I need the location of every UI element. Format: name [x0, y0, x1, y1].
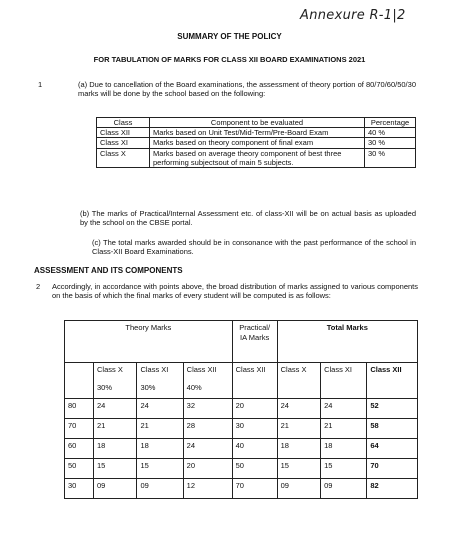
table-row: [97, 148, 416, 167]
table-cell: 15: [321, 459, 367, 479]
table-cell: 21: [94, 419, 137, 439]
table-cell: 30: [232, 419, 277, 439]
marks-distribution-table: [64, 320, 418, 499]
table-cell: 40: [232, 439, 277, 459]
table-row: [97, 138, 416, 148]
weight-class-xii: 40%: [186, 382, 202, 392]
table-cell: [137, 363, 183, 399]
weight-class-x: 30%: [97, 382, 113, 392]
table-cell: 15: [277, 459, 320, 479]
table-cell: 15: [94, 459, 137, 479]
page-title: SUMMARY OF THE POLICY: [177, 32, 282, 41]
table-cell: 50: [232, 459, 277, 479]
table-cell: 18: [277, 439, 320, 459]
marks-table-sub-header: [65, 363, 418, 399]
total-marks-header: Total Marks: [277, 321, 417, 363]
table-row: [65, 479, 418, 499]
sub-header-class-xi: Class XI: [140, 365, 169, 374]
table-cell: 21: [137, 419, 183, 439]
table-cell: 09: [94, 479, 137, 499]
table-row: [65, 459, 418, 479]
table-cell: 28: [183, 419, 232, 439]
table-cell: 18: [137, 439, 183, 459]
table-cell: Class XI: [97, 138, 150, 148]
weight-class-xi: 30%: [140, 382, 156, 392]
practical-ia-header: Practical/ IA Marks: [232, 321, 277, 363]
theory-marks-header: Theory Marks: [65, 321, 233, 363]
section2-heading: ASSESSMENT AND ITS COMPONENTS: [34, 266, 183, 275]
table-cell: 20: [183, 459, 232, 479]
section2-number: 2: [36, 282, 41, 291]
component-table: [96, 117, 416, 168]
table-cell: 24: [277, 399, 320, 419]
table-cell: 64: [367, 439, 418, 459]
sub-header-total-class-xii: Class XII: [367, 363, 418, 399]
table-cell: 24: [321, 399, 367, 419]
table-cell: 09: [277, 479, 320, 499]
table-cell: [183, 363, 232, 399]
table-cell: 82: [367, 479, 418, 499]
table-header-cell: Component to be evaluated: [150, 118, 365, 128]
table-cell: 24: [137, 399, 183, 419]
table-cell: Class XII: [97, 128, 150, 138]
table-cell: 12: [183, 479, 232, 499]
component-table-header: [97, 118, 416, 128]
section2-text: Accordingly, in accordance with points above, the broad distribution of marks assigned to various components on the basis of which the final marks of every student will be computed is as follows:: [52, 282, 418, 301]
table-cell: 20: [232, 399, 277, 419]
table-row: [65, 399, 418, 419]
table-cell: 32: [183, 399, 232, 419]
section1-number: 1: [38, 80, 43, 89]
table-cell: 09: [321, 479, 367, 499]
table-header-cell: Class: [97, 118, 150, 128]
section1-c-text: (c) The total marks awarded should be in consonance with the past performance of the school in Class-XII Board Examinations.: [92, 238, 416, 257]
table-cell: 60: [65, 439, 94, 459]
page-subtitle: FOR TABULATION OF MARKS FOR CLASS XII BOARD EXAMINATIONS 2021: [93, 55, 366, 64]
table-cell: 18: [321, 439, 367, 459]
sub-header-total-class-xi: Class XI: [321, 363, 367, 399]
table-cell: Class X: [97, 148, 150, 167]
table-cell: [94, 363, 137, 399]
table-cell: 30: [65, 479, 94, 499]
table-cell: 15: [137, 459, 183, 479]
section1-a-text: (a) Due to cancellation of the Board examinations, the assessment of theory portion of 80/70/60/50/30 marks will be done by the school based on the following:: [78, 80, 416, 99]
table-cell: 30 %: [365, 138, 416, 148]
table-cell: 40 %: [365, 128, 416, 138]
annexure-label: Annexure R-1|2: [300, 8, 406, 23]
table-cell: 50: [65, 459, 94, 479]
table-cell: 24: [183, 439, 232, 459]
table-cell: [65, 363, 94, 399]
table-header-cell: Percentage: [365, 118, 416, 128]
table-cell: Marks based on theory component of final exam: [150, 138, 365, 148]
table-row: [65, 439, 418, 459]
table-cell: 21: [321, 419, 367, 439]
table-cell: 21: [277, 419, 320, 439]
marks-table-group-header: [65, 321, 418, 363]
table-cell: 70: [232, 479, 277, 499]
table-cell: 70: [367, 459, 418, 479]
table-cell: Marks based on average theory component of best three performing subjectsout of main 5 subjects.: [150, 148, 365, 167]
table-cell: 70: [65, 419, 94, 439]
table-cell: 80: [65, 399, 94, 419]
sub-header-class-xii: Class XII: [186, 365, 217, 374]
table-cell: 18: [94, 439, 137, 459]
section1-b-text: (b) The marks of Practical/Internal Assessment etc. of class-XII will be on actual basis as uploaded by the school on the CBSE portal.: [80, 209, 416, 228]
table-cell: 24: [94, 399, 137, 419]
sub-header-practical-class-xii: Class XII: [232, 363, 277, 399]
table-cell: 58: [367, 419, 418, 439]
sub-header-class-x: Class X: [97, 365, 123, 374]
sub-header-total-class-x: Class X: [277, 363, 320, 399]
table-cell: Marks based on Unit Test/Mid-Term/Pre-Board Exam: [150, 128, 365, 138]
table-row: [65, 419, 418, 439]
table-cell: 09: [137, 479, 183, 499]
table-cell: 30 %: [365, 148, 416, 167]
table-row: [97, 128, 416, 138]
table-cell: 52: [367, 399, 418, 419]
